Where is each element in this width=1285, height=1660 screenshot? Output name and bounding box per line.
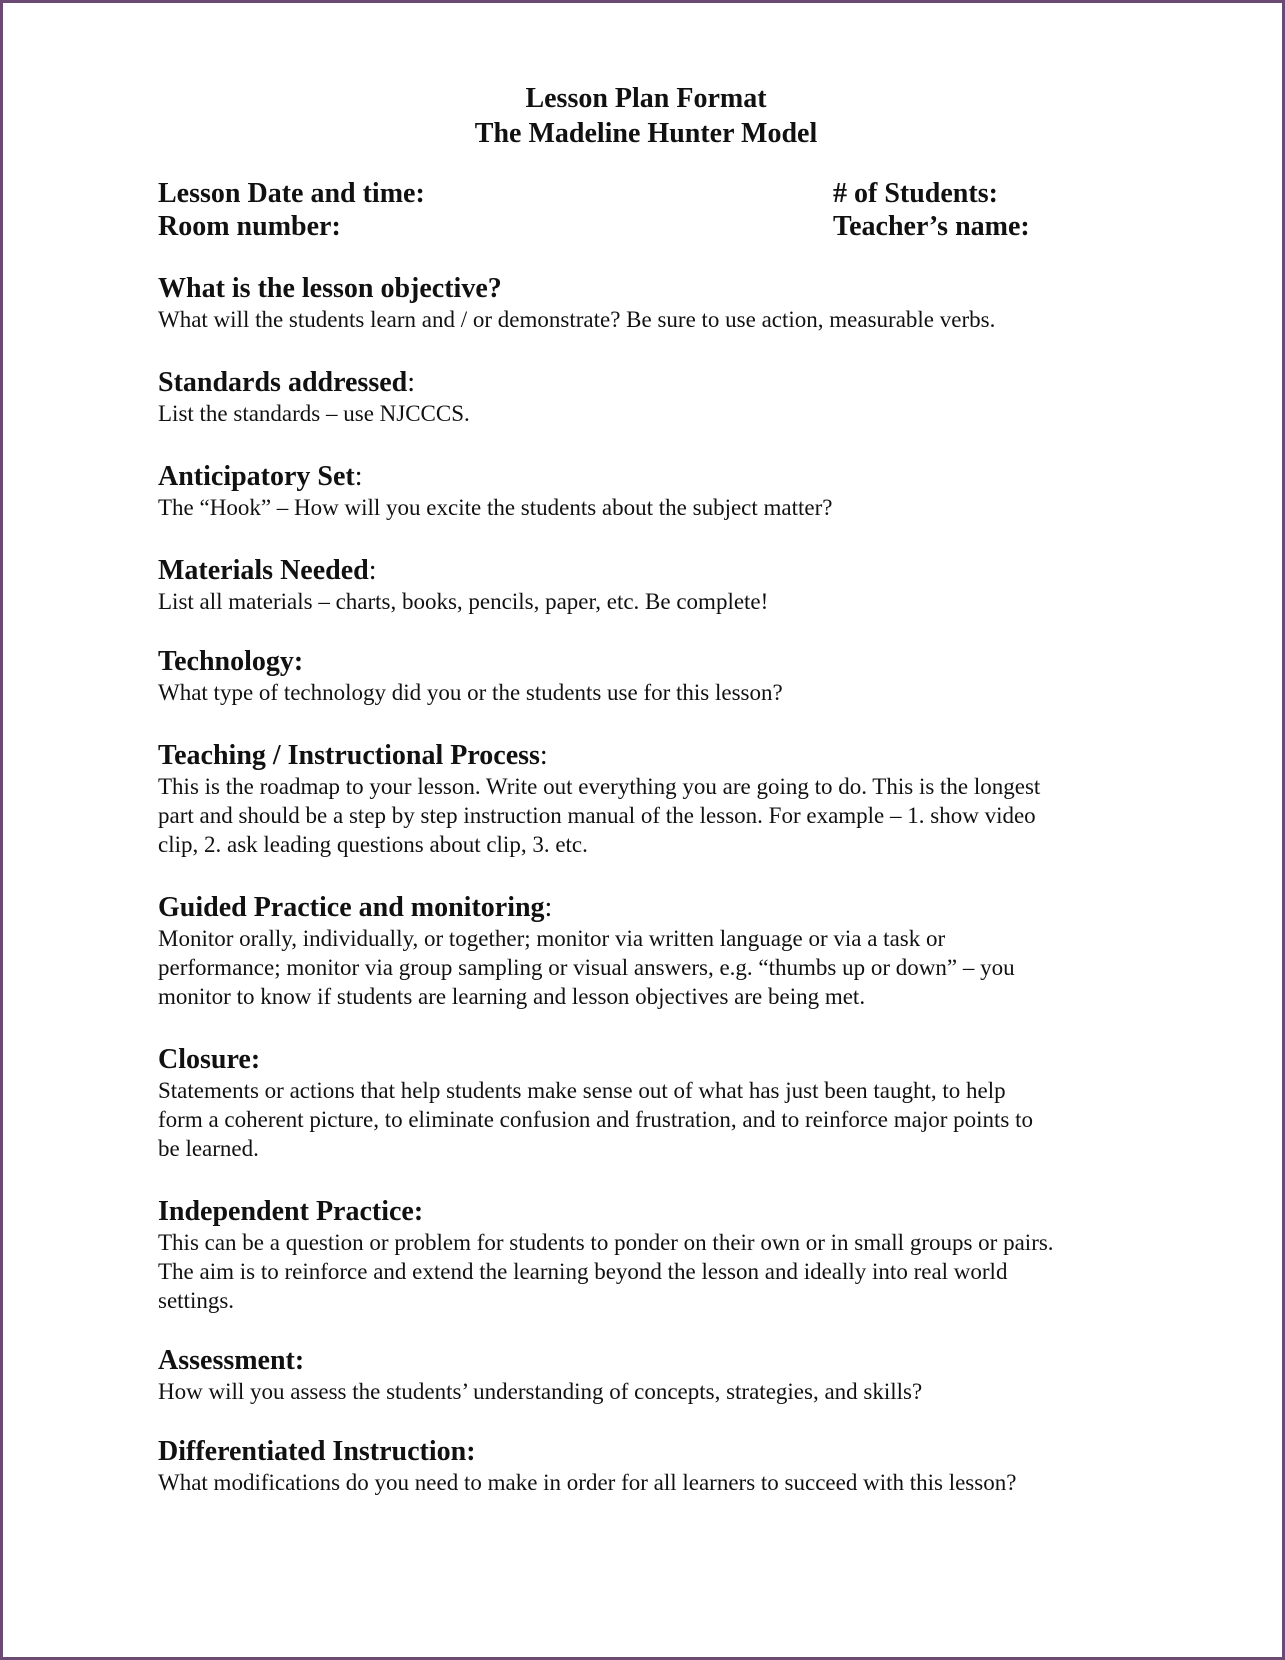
- section-body-line: clip, 2. ask leading questions about clip, 3. etc.: [158, 832, 588, 857]
- section-heading: Technology:: [158, 646, 304, 677]
- section-standards: [158, 367, 1146, 428]
- section-body-line: performance; monitor via group sampling or visual answers, e.g. “thumbs up or down” – you: [158, 955, 1015, 980]
- section-technology: [158, 646, 1146, 707]
- section-body-line: monitor to know if students are learning and lesson objectives are being met.: [158, 984, 866, 1009]
- title-line-1: Lesson Plan Format: [525, 83, 767, 114]
- section-instructional-process: [158, 740, 1146, 859]
- students-count-label: # of Students:: [833, 178, 998, 209]
- section-heading: Assessment:: [158, 1345, 305, 1376]
- lesson-date-label: Lesson Date and time:: [158, 178, 425, 209]
- section-body: What modifications do you need to make in order for all learners to succeed with this lesson?: [158, 1470, 1017, 1495]
- section-closure: [158, 1044, 1146, 1163]
- section-body-line: Monitor orally, individually, or together; monitor via written language or via a task or: [158, 926, 946, 951]
- section-heading: Guided Practice and monitoring:: [158, 892, 553, 923]
- lesson-meta: [156, 177, 1146, 243]
- section-objective: [158, 273, 1146, 334]
- title-line-2: The Madeline Hunter Model: [474, 118, 818, 149]
- section-body: What type of technology did you or the students use for this lesson?: [158, 680, 783, 705]
- section-assessment: [158, 1345, 1146, 1406]
- section-heading: Differentiated Instruction:: [158, 1436, 476, 1467]
- section-body-line: be learned.: [158, 1136, 259, 1161]
- section-heading: Teaching / Instructional Process:: [158, 740, 548, 771]
- section-guided-practice: [158, 892, 1146, 1011]
- section-body-line: This is the roadmap to your lesson. Write out everything you are going to do. This is the longest: [158, 774, 1041, 799]
- document-title: [156, 81, 1136, 151]
- section-body: List the standards – use NJCCCS.: [158, 401, 470, 426]
- section-heading: Materials Needed:: [158, 555, 377, 586]
- section-body-line: The aim is to reinforce and extend the learning beyond the lesson and ideally into real world: [158, 1259, 1008, 1284]
- section-body-line: Statements or actions that help students make sense out of what has just been taught, to help: [158, 1078, 1006, 1103]
- meta-row-1: [156, 177, 1146, 210]
- section-body-line: This can be a question or problem for students to ponder on their own or in small groups or pairs.: [158, 1230, 1054, 1255]
- teacher-name-label: Teacher’s name:: [833, 211, 1030, 242]
- section-independent-practice: [158, 1196, 1146, 1315]
- section-body-line: form a coherent picture, to eliminate confusion and frustration, and to reinforce major points to: [158, 1107, 1033, 1132]
- section-heading: Independent Practice:: [158, 1196, 424, 1227]
- section-materials: [158, 555, 1146, 616]
- section-heading: What is the lesson objective?: [158, 273, 502, 304]
- document-content: [156, 81, 1146, 1497]
- section-heading: Closure:: [158, 1044, 261, 1075]
- section-anticipatory-set: [158, 461, 1146, 522]
- section-body-line: part and should be a step by step instruction manual of the lesson. For example – 1. show video: [158, 803, 1036, 828]
- room-number-label: Room number:: [158, 211, 341, 242]
- section-body-line: settings.: [158, 1288, 235, 1313]
- section-heading: Anticipatory Set:: [158, 461, 363, 492]
- section-body: The “Hook” – How will you excite the students about the subject matter?: [158, 495, 833, 520]
- section-differentiated-instruction: [158, 1436, 1146, 1497]
- meta-row-2: [156, 210, 1146, 243]
- section-body: What will the students learn and / or demonstrate? Be sure to use action, measurable verbs.: [158, 307, 996, 332]
- section-body: How will you assess the students’ understanding of concepts, strategies, and skills?: [158, 1379, 923, 1404]
- section-body: List all materials – charts, books, pencils, paper, etc. Be complete!: [158, 589, 769, 614]
- section-heading: Standards addressed:: [158, 367, 416, 398]
